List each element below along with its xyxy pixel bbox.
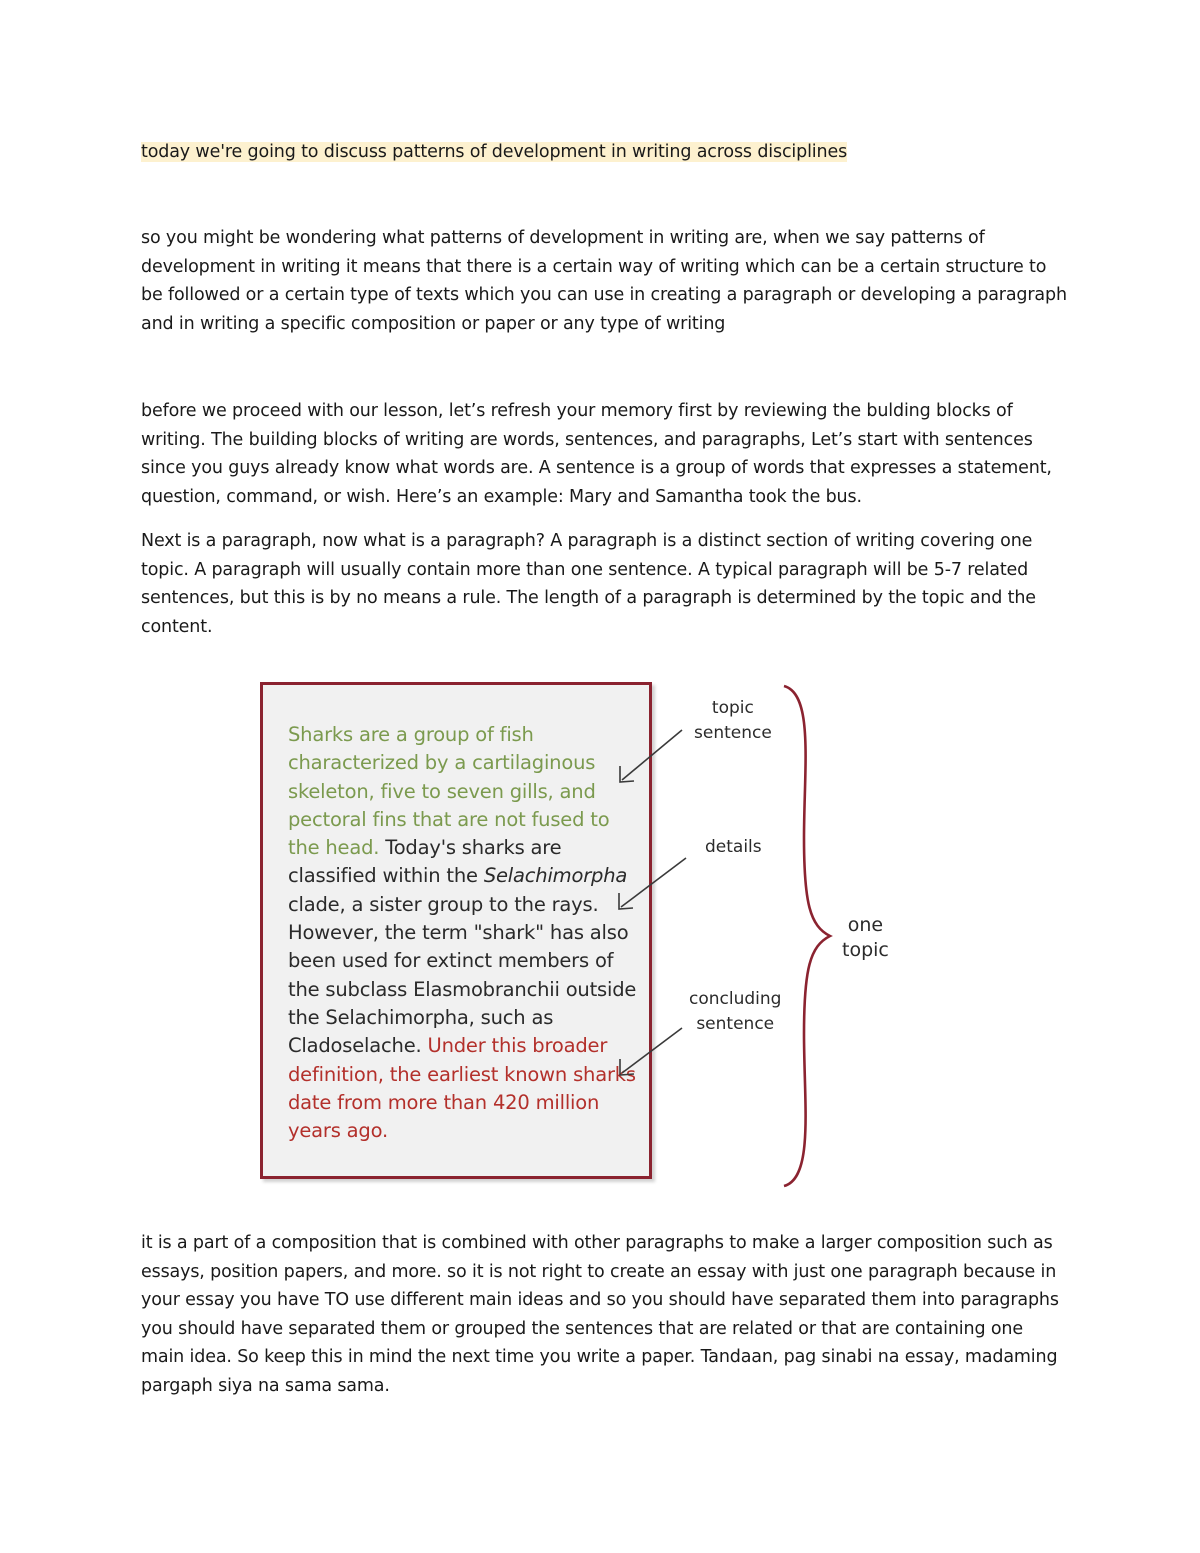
paragraph-building-blocks: before we proceed with our lesson, let’s refresh your memory first by reviewing the bulding blocks of writing. The building blocks of writing are words, sentences, and paragraphs, Let’s start with sentences since you guys already know what words are. A sentence is a group of words that expresses a statement, question, command, or wish. Here’s an example: Mary and Samantha took the bus. xyxy=(141,401,1052,507)
diagram-arrows xyxy=(258,678,918,1198)
concluding-sentence-text: Under this broader definition, the earliest known sharks date from more than 420 million years ago. xyxy=(288,1034,636,1143)
paragraph-what-is-paragraph: Next is a paragraph, now what is a paragraph? A paragraph is a distinct section of writing covering one topic. A paragraph will usually contain more than one sentence. A typical paragraph will be 5-7 related sentences, but this is by no means a rule. The length of a paragraph is determined by the topic and the content. xyxy=(141,531,1036,637)
highlighted-text: today we're going to discuss patterns of development in writing across disciplines xyxy=(141,142,848,162)
paragraph-composition: it is a part of a composition that is combined with other paragraphs to make a larger composition such as essays, position papers, and more. so it is not right to create an essay with just one paragraph because in your essay you have TO use different main ideas and so you should have separated them into paragraphs you should have separated them or grouped the sentences that are related or that are containing one main idea. So keep this in mind the next time you write a paper. Tandaan, pag sinabi na essay, madaming pargaph siya na sama sama. xyxy=(141,1233,1059,1396)
label-topic-line1: topic xyxy=(711,698,754,718)
label-one-topic xyxy=(842,913,889,963)
label-topic-line2: sentence xyxy=(694,723,772,743)
label-one: one xyxy=(847,914,884,936)
label-details: details xyxy=(705,837,762,857)
curly-brace xyxy=(784,686,830,1186)
label-topic-sentence xyxy=(694,696,772,746)
details-text-1: Today's sharks are classified within the xyxy=(288,836,562,888)
label-concluding-line2: sentence xyxy=(696,1014,775,1034)
paragraph-structure-diagram xyxy=(258,678,918,1198)
label-concluding-line1: concluding xyxy=(689,989,782,1009)
label-concluding-sentence xyxy=(689,987,781,1037)
paragraph-patterns-definition: so you might be wondering what patterns of development in writing are, when we say patterns of development in writing it means that there is a certain way of writing which can be a certain structure to be followed or a certain type of texts which you can use in creating a paragraph or developing a paragraph and in writing a specific composition or paper or any type of writing xyxy=(141,228,1067,334)
topic-arrow-line xyxy=(622,730,682,780)
details-italic-term: Selachimorpha xyxy=(483,864,628,888)
intro-heading xyxy=(141,138,1071,167)
label-topic-word: topic xyxy=(842,939,889,961)
details-arrow-line xyxy=(621,858,686,907)
topic-sentence-text: Sharks are a group of fish characterized by a cartilaginous skeleton, five to seven gills, and pectoral fins that are not fused to the head. xyxy=(288,723,610,860)
concluding-arrow-line xyxy=(622,1028,682,1073)
details-text-2: clade, a sister group to the rays. However, the term "shark" has also been used for extinct members of the subclass Elasmobranchii outside the Selachimorpha, such as Cladoselache. xyxy=(288,892,637,1058)
